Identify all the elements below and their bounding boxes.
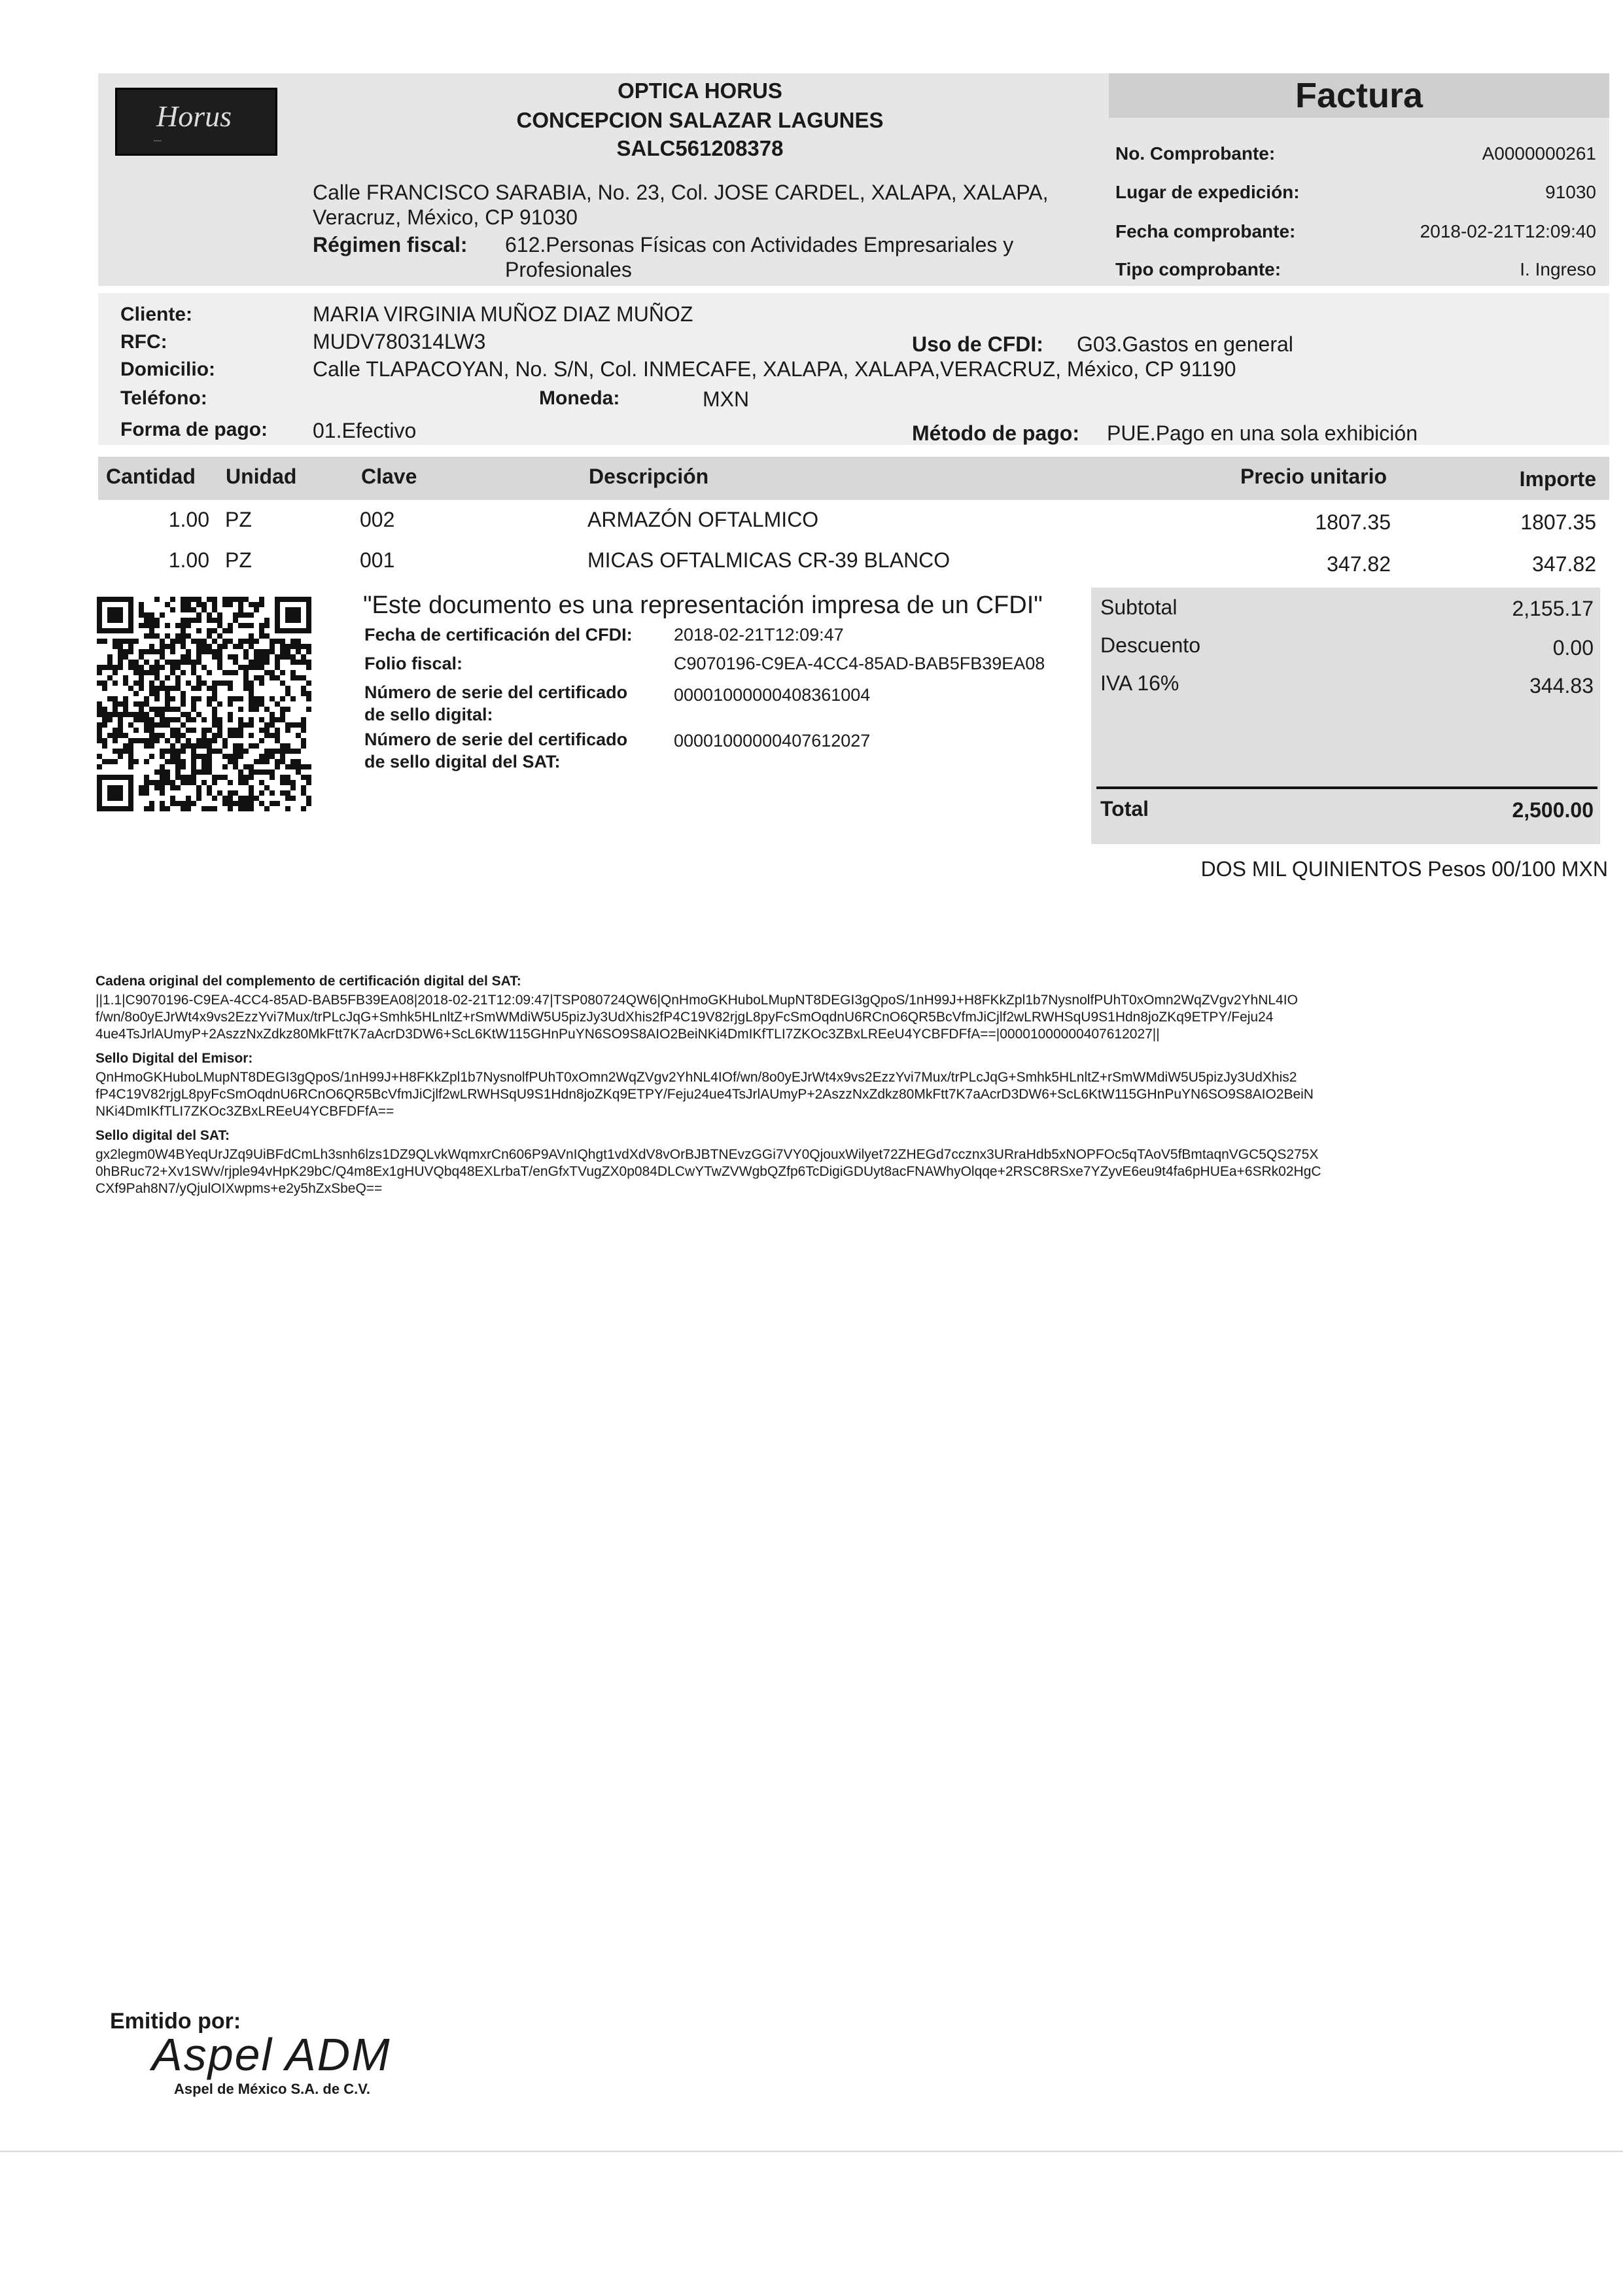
metodo-pago: PUE.Pago en una sola exhibición bbox=[1107, 421, 1418, 445]
cfdi-qr-code bbox=[97, 597, 311, 811]
client-rfc: MUDV780314LW3 bbox=[313, 330, 486, 353]
uso-label: Uso de CFDI: bbox=[912, 332, 1043, 356]
issuer-name: OPTICA HORUS bbox=[618, 79, 782, 103]
iva-value: 344.83 bbox=[1529, 674, 1594, 698]
row-1-cantidad: 1.00 bbox=[168, 508, 209, 531]
descuento-label: Descuento bbox=[1100, 633, 1200, 657]
invoice-field-label: Lugar de expedición: bbox=[1115, 182, 1300, 202]
serie-label-1: Número de serie del certificado bbox=[364, 682, 628, 702]
cadena-line-1: ||1.1|C9070196-C9EA-4CC4-85AD-BAB5FB39EA08|2018-02-21T12:09:47|TSP080724QW6|QnHmoGKHuboLMupNT8DEGI3gQpoS/1nH99J+H8FKkZpl1b7NysnolfPUhT0xOmn2WqZVgv2YhNL4IO bbox=[96, 993, 1298, 1008]
row-1-importe: 1807.35 bbox=[1520, 510, 1596, 534]
invoice-field-label: Fecha comprobante: bbox=[1115, 221, 1296, 241]
row-2-cantidad: 1.00 bbox=[168, 548, 209, 572]
forma-label: Forma de pago: bbox=[120, 419, 268, 440]
cadena-line-3: 4ue4TsJrlAUmyP+2AszzNxZdkz80MkFtt7K7aAcrD3DW6+ScL6KtW115GHnPuYN6SO9S8AIO2BeiNKi4DmIKfTLI7ZKOc3ZBxLREeU4YCBFDFfA==|00001000000407612027|| bbox=[96, 1027, 1160, 1042]
company-logo bbox=[115, 88, 277, 156]
row-2-unidad: PZ bbox=[225, 548, 252, 572]
client-label: Cliente: bbox=[120, 304, 193, 325]
invoice-title: Factura bbox=[1295, 76, 1423, 115]
serie-sat-label-1: Número de serie del certificado bbox=[364, 730, 628, 749]
sello-sat-label: Sello digital del SAT: bbox=[96, 1128, 230, 1143]
cadena-line-2: f/wn/8o0yEJrWt4x9vs2EzzYvi7Mux/trPLcJqG+Smhk5HLnltZ+rSmWMdiW5U5pizJy3UdXhis2fP4C19V82rjgL8pyFcSmOqdnU6RCnO6QR5BcVfmJiCjlf2wLRWHSqU9S1Hdn8joZKq9ETPY/Feju24 bbox=[96, 1010, 1274, 1025]
issuer-owner: CONCEPCION SALAZAR LAGUNES bbox=[516, 108, 884, 132]
moneda-label: Moneda: bbox=[539, 387, 620, 409]
row-2-clave: 001 bbox=[360, 548, 395, 572]
row-2-descripcion: MICAS OFTALMICAS CR-39 BLANCO bbox=[587, 548, 951, 572]
forma-pago: 01.Efectivo bbox=[313, 419, 417, 442]
emitido-por: Emitido por: bbox=[110, 2009, 241, 2034]
metodo-label: Método de pago: bbox=[912, 421, 1079, 445]
footer-divider bbox=[0, 2151, 1623, 2152]
issuer-rfc: SALC561208378 bbox=[616, 136, 784, 160]
aspel-company: Aspel de México S.A. de C.V. bbox=[174, 2081, 370, 2097]
descuento-value: 0.00 bbox=[1552, 636, 1594, 660]
sello-sat-line-3: CXf9Pah8N7/yQjulOIXwpms+e2y5hZxSbeQ== bbox=[96, 1181, 383, 1196]
row-1-precio: 1807.35 bbox=[1315, 510, 1391, 534]
serie-certificado-sat: 00001000000407612027 bbox=[674, 731, 871, 751]
cfdi-note: "Este documento es una representación impresa de un CFDI" bbox=[363, 592, 1043, 619]
client-name: MARIA VIRGINIA MUÑOZ DIAZ MUÑOZ bbox=[313, 302, 693, 326]
telefono-label: Teléfono: bbox=[120, 387, 207, 409]
cadena-label: Cadena original del complemento de certificación digital del SAT: bbox=[96, 974, 521, 989]
row-2-importe: 347.82 bbox=[1532, 552, 1596, 576]
total-in-words: DOS MIL QUINIENTOS Pesos 00/100 MXN bbox=[1200, 857, 1608, 881]
logo-tagline: — bbox=[154, 135, 162, 145]
col-precio: Precio unitario bbox=[1240, 465, 1387, 488]
row-1-unidad: PZ bbox=[225, 508, 252, 531]
invoice-place: 91030 bbox=[1545, 182, 1596, 202]
regime-label: Régimen fiscal: bbox=[313, 233, 468, 256]
sello-sat-line-1: gx2legm0W4BYeqUrJZq9UiBFdCmLh3snh6lzs1DZ9QLvkWqmxrCn606P9AVnIQhgt1vdXdV8vOrBJBTNEvzGGi7VY0QjouxWilyet72ZHEGd7ccznx3URraHdb5xNOPFOc5qTAoV5fBmtaqnVGC5QS275X bbox=[96, 1147, 1319, 1162]
row-1-clave: 002 bbox=[360, 508, 395, 531]
total-label: Total bbox=[1100, 797, 1149, 821]
sello-emisor-line-3: NKi4DmIKfTLI7ZKOc3ZBxLREeU4YCBFDFfA== bbox=[96, 1104, 394, 1119]
sello-emisor-label: Sello Digital del Emisor: bbox=[96, 1051, 253, 1066]
regime-line-1: 612.Personas Físicas con Actividades Empresariales y bbox=[505, 233, 1014, 256]
folio-fiscal: C9070196-C9EA-4CC4-85AD-BAB5FB39EA08 bbox=[674, 654, 1045, 673]
serie-sat-label-2: de sello digital del SAT: bbox=[364, 752, 561, 771]
invoice-type: I. Ingreso bbox=[1520, 259, 1596, 279]
aspel-logo: Aspel ADM bbox=[152, 2029, 391, 2080]
row-2-precio: 347.82 bbox=[1327, 552, 1391, 576]
col-unidad: Unidad bbox=[226, 465, 297, 488]
issuer-address-1: Calle FRANCISCO SARABIA, No. 23, Col. JOSE CARDEL, XALAPA, XALAPA, bbox=[313, 181, 1049, 204]
client-address: Calle TLAPACOYAN, No. S/N, Col. INMECAFE, XALAPA, XALAPA,VERACRUZ, México, CP 91190 bbox=[313, 357, 1236, 381]
total-value: 2,500.00 bbox=[1512, 798, 1594, 822]
col-importe: Importe bbox=[1519, 467, 1596, 491]
serie-label-2: de sello digital: bbox=[364, 705, 493, 724]
logo-text: Horus bbox=[156, 99, 232, 133]
iva-label: IVA 16% bbox=[1100, 671, 1179, 695]
invoice-field-label: No. Comprobante: bbox=[1115, 143, 1276, 164]
cert-date: 2018-02-21T12:09:47 bbox=[674, 625, 844, 645]
col-clave: Clave bbox=[361, 465, 417, 488]
col-descripcion: Descripción bbox=[589, 465, 709, 488]
subtotal-label: Subtotal bbox=[1100, 595, 1178, 619]
issuer-address-2: Veracruz, México, CP 91030 bbox=[313, 205, 578, 229]
col-cantidad: Cantidad bbox=[106, 465, 196, 488]
sello-emisor-line-2: fP4C19V82rjgL8pyFcSmOqdnU6RCnO6QR5BcVfmJiCjlf2wLRWHSqU9S1Hdn8joZKq9ETPY/Feju24ue4TsJrlAUmyP+2AszzNxZdkz80MkFtt7K7aAcrD3DW6+ScL6KtW115GHnPuYN6SO9S8AIO2BeiN bbox=[96, 1087, 1314, 1102]
regime-line-2: Profesionales bbox=[505, 258, 632, 281]
sello-sat-line-2: 0hBRuc72+Xv1SWv/rjple94vHpK29bC/Q4m8Ex1gHUVQbq48EXLrbaT/enGfxTVugZX0p084DLCwYTwZVWgbQZfp6TcDigiGDUyt8acFNAWhyOlqqe+2RSC8RSxe7YZyvE6eu9t4fa6pHUEa+6SRk02HgC bbox=[96, 1164, 1321, 1179]
moneda: MXN bbox=[703, 387, 750, 411]
invoice-date: 2018-02-21T12:09:40 bbox=[1420, 221, 1596, 241]
row-1-descripcion: ARMAZÓN OFTALMICO bbox=[587, 508, 819, 531]
subtotal-value: 2,155.17 bbox=[1512, 597, 1594, 620]
folio-label: Folio fiscal: bbox=[364, 654, 463, 673]
totals-divider bbox=[1096, 786, 1597, 789]
cert-date-label: Fecha de certificación del CFDI: bbox=[364, 625, 633, 645]
uso-cfdi: G03.Gastos en general bbox=[1077, 332, 1293, 356]
serie-certificado: 00001000000408361004 bbox=[674, 685, 871, 705]
sello-emisor-line-1: QnHmoGKHuboLMupNT8DEGI3gQpoS/1nH99J+H8FKkZpl1b7NysnolfPUhT0xOmn2WqZVgv2YhNL4IOf/wn/8o0yEJrWt4x9vs2EzzYvi7Mux/trPLcJqG+Smhk5HLnltZ+rSmWMdiW5U5pizJy3UdXhis2 bbox=[96, 1070, 1297, 1085]
domicilio-label: Domicilio: bbox=[120, 359, 216, 380]
invoice-number: A0000000261 bbox=[1482, 143, 1596, 164]
rfc-label: RFC: bbox=[120, 331, 167, 353]
invoice-field-label: Tipo comprobante: bbox=[1115, 259, 1282, 279]
